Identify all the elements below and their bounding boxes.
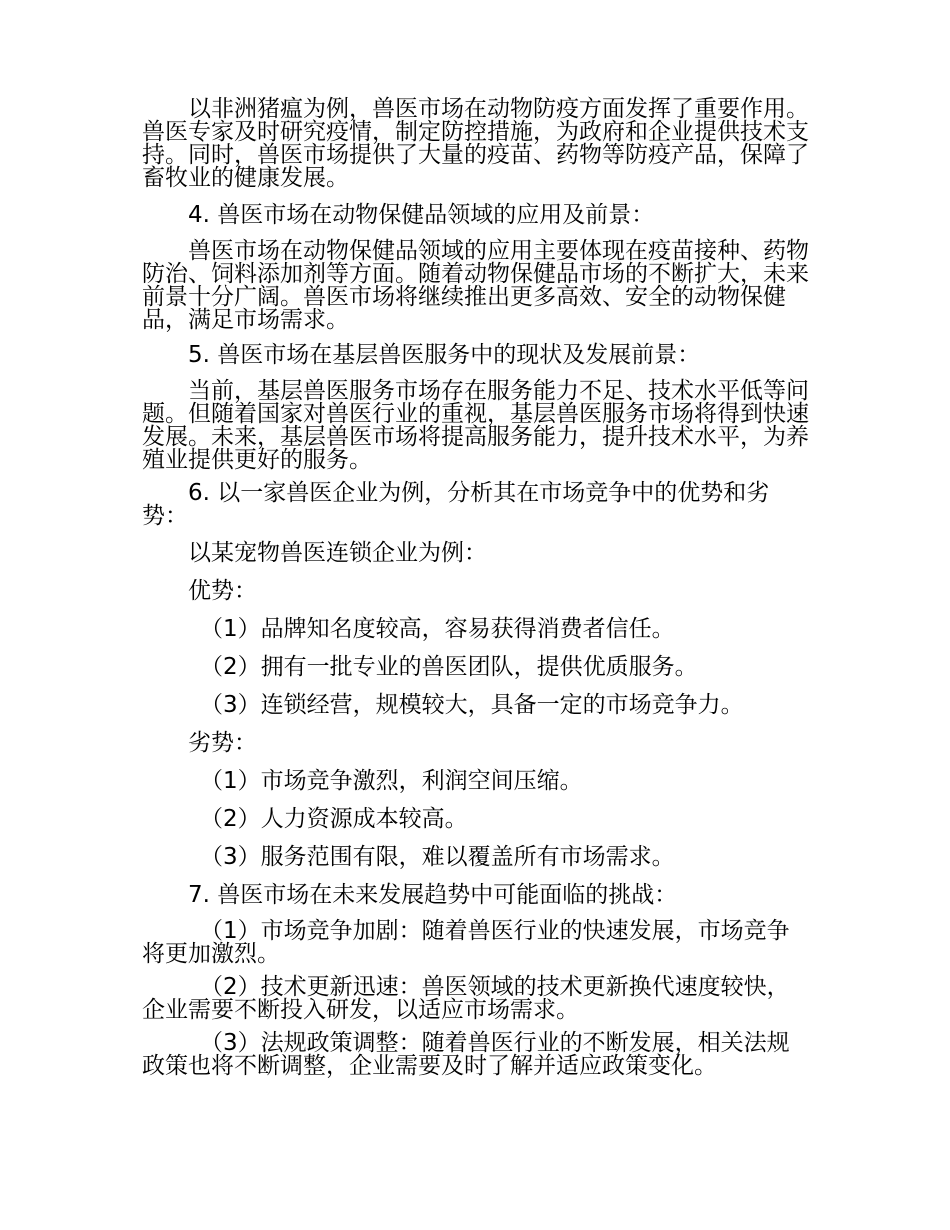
advantages-title: 优势： [188, 578, 257, 604]
section-heading-6: 6. 以一家兽医企业为例，分析其在市场竞争中的优势和劣势： [142, 480, 770, 529]
list-item: （3）连锁经营，规模较大，具备一定的市场竞争力。 [200, 692, 744, 718]
section-heading-7: 7. 兽医市场在未来发展趋势中可能面临的挑战： [188, 882, 678, 908]
list-item: （1）品牌知名度较高，容易获得消费者信任。 [200, 616, 675, 642]
challenge-item: （2）技术更新迅速：兽医领域的技术更新换代速度较快，企业需要不断投入研发，以适应市场需求。 [142, 974, 790, 1023]
list-item: （1）市场竞争激烈，利润空间压缩。 [200, 768, 583, 794]
paragraph-african-swine-fever: 以非洲猪瘟为例，兽医市场在动物防疫方面发挥了重要作用。兽医专家及时研究疫情，制定防控措施，为政府和企业提供技术支持。同时，兽医市场提供了大量的疫苗、药物等防疫产品，保障了畜牧业的健康发展。 [142, 96, 809, 191]
paragraph-example-company: 以某宠物兽医连锁企业为例： [188, 540, 487, 566]
challenge-item: （3）法规政策调整：随着兽医行业的不断发展，相关法规政策也将不断调整，企业需要及时了解并适应政策变化。 [142, 1030, 790, 1079]
list-item: （2）拥有一批专业的兽医团队，提供优质服务。 [200, 654, 698, 680]
list-item: （3）服务范围有限，难以覆盖所有市场需求。 [200, 844, 675, 870]
section-heading-4: 4. 兽医市场在动物保健品领域的应用及前景： [188, 202, 655, 228]
paragraph-health-products: 兽医市场在动物保健品领域的应用主要体现在疫苗接种、药物防治、饲料添加剂等方面。随着动物保健品市场的不断扩大，未来前景十分广阔。兽医市场将继续推出更多高效、安全的动物保健品，满足市场需求。 [142, 238, 809, 333]
disadvantages-title: 劣势： [188, 730, 257, 756]
list-item: （2）人力资源成本较高。 [200, 806, 468, 832]
document-body [142, 98, 810, 1078]
paragraph-grassroots-service: 当前，基层兽医服务市场存在服务能力不足、技术水平低等问题。但随着国家对兽医行业的重视，基层兽医服务市场将得到快速发展。未来，基层兽医市场将提高服务能力，提升技术水平，为养殖业提供更好的服务。 [142, 378, 809, 473]
section-heading-5: 5. 兽医市场在基层兽医服务中的现状及发展前景： [188, 342, 701, 368]
challenge-item: （1）市场竞争加剧：随着兽医行业的快速发展，市场竞争将更加激烈。 [142, 918, 790, 967]
